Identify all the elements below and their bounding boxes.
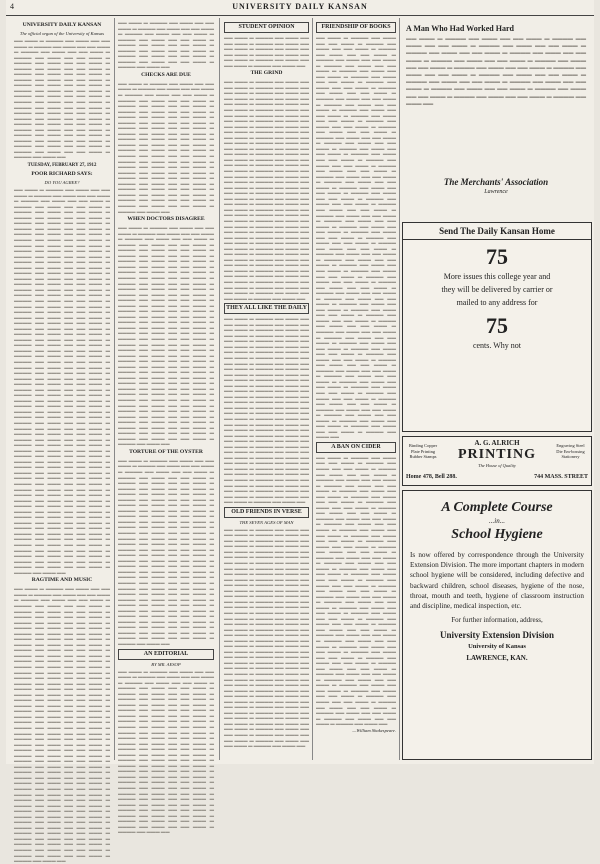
article-heading: POOR RICHARD SAYS:	[31, 171, 93, 178]
editorial-byline: BY MR. AESOP	[151, 661, 181, 667]
article-heading: A BAN ON CIDER	[316, 442, 396, 453]
article-heading: THEY ALL LIKE THE DAILY	[224, 303, 309, 314]
page-number: 4	[10, 2, 14, 11]
column-rule	[114, 18, 115, 760]
poem-signature: —William Shakespeare.	[352, 727, 396, 733]
printer-motto: The House of Quality	[478, 463, 516, 468]
masthead-title: UNIVERSITY DAILY KANSAN	[232, 2, 368, 11]
article-body: ▬▬ ▬▬▬ ▬ ▬▬▬▬ ▬▬ ▬▬▬ ▬▬ ▬▬ ▬▬▬ ▬ ▬▬▬▬ ▬▬ ▬▬▬ ▬▬ ▬▬ ▬▬▬ ▬ ▬▬▬▬ ▬▬ ▬▬▬ ▬▬ ▬▬ ▬▬▬ ▬ ▬▬▬▬ ▬▬ ▬▬▬ ▬▬ ▬▬ ▬▬▬ ▬ ▬▬▬▬ ▬▬ ▬▬▬ ▬▬ ▬▬ ▬▬▬ ▬ ▬▬▬▬ ▬▬ ▬▬▬ ▬▬ ▬▬ ▬▬▬ ▬ ▬▬▬▬ ▬▬ ▬▬▬ ▬▬ ▬▬ ▬▬▬ ▬ ▬▬▬▬ ▬▬ ▬▬▬ ▬▬ ▬▬ ▬▬▬ ▬ ▬▬▬▬ ▬▬ ▬▬▬ ▬▬ ▬▬ ▬▬▬ ▬ ▬▬▬▬ ▬▬ ▬▬▬ ▬▬ ▬▬ ▬▬▬ ▬ ▬▬▬▬ ▬▬ ▬▬▬ ▬▬ ▬▬ ▬▬▬ ▬ ▬▬▬▬ ▬▬ ▬▬▬ ▬▬ ▬▬ ▬▬▬ ▬ ▬▬▬▬ ▬▬ ▬▬▬ ▬▬ ▬▬ ▬▬▬ ▬ ▬▬▬▬ ▬▬ ▬▬▬ ▬▬ ▬▬ ▬▬▬ ▬ ▬▬▬▬ ▬▬ ▬▬▬ ▬▬ ▬▬ ▬▬▬ ▬ ▬▬▬▬ ▬▬ ▬▬▬ ▬▬ ▬▬ ▬▬▬ ▬ ▬▬▬▬ ▬▬ ▬▬▬ ▬▬ ▬▬ ▬▬▬ ▬ ▬▬▬▬ ▬▬ ▬▬▬ ▬▬ ▬▬ ▬▬▬ ▬ ▬▬▬▬ ▬▬ ▬▬▬ ▬▬ ▬▬ ▬▬▬ ▬ ▬▬▬▬ ▬▬ ▬▬▬ ▬▬ ▬▬ ▬▬▬ ▬ ▬▬▬▬ ▬▬ ▬▬▬ ▬▬ ▬▬ ▬▬▬ ▬ ▬▬▬▬ ▬▬ ▬▬▬ ▬▬ ▬▬ ▬▬▬ ▬ ▬▬▬▬ ▬▬ ▬▬▬ ▬▬ ▬▬ ▬▬▬ ▬ ▬▬▬▬ ▬▬ ▬▬▬ ▬▬ ▬▬ ▬▬▬ ▬ ▬▬▬▬ ▬▬ ▬▬▬ ▬▬ ▬▬ ▬▬▬ ▬ ▬▬▬▬ ▬▬ ▬▬▬ ▬▬ ▬▬ ▬▬▬ ▬ ▬▬▬▬ ▬▬ ▬▬▬ ▬▬ ▬▬ ▬▬▬ ▬ ▬▬▬▬ ▬▬ ▬▬▬ ▬▬ ▬▬ ▬▬▬ ▬ ▬▬▬▬ ▬▬ ▬▬▬ ▬▬ ▬▬ ▬▬▬ ▬ ▬▬▬▬ ▬▬ ▬▬▬ ▬▬ ▬▬ ▬▬▬ ▬ ▬▬▬▬ ▬▬ ▬▬▬ ▬▬ ▬▬ ▬▬▬ ▬ ▬▬▬▬ ▬▬ ▬▬▬ ▬▬ ▬▬ ▬▬▬ ▬ ▬▬▬▬ ▬▬ ▬▬▬ ▬▬ ▬▬ ▬▬▬ ▬ ▬▬▬▬ ▬▬ ▬▬▬ ▬▬ ▬▬ ▬▬▬ ▬ ▬▬▬▬ ▬▬ ▬▬▬ ▬▬ ▬▬ ▬▬▬ ▬ ▬▬▬▬ ▬▬ ▬▬▬ ▬▬ ▬▬ ▬▬▬ ▬ ▬▬▬▬ ▬▬ ▬▬▬ ▬▬ ▬▬ ▬▬▬ ▬ ▬▬▬▬ ▬▬ ▬▬▬ ▬▬ ▬▬ ▬▬▬ ▬ ▬▬▬▬ ▬▬ ▬▬▬ ▬▬ ▬▬ ▬▬▬ ▬ ▬▬▬▬ ▬▬ ▬▬▬ ▬▬	[118, 225, 214, 447]
send-kansan-headline: Send The Daily Kansan Home	[403, 223, 591, 240]
printer-address: 744 MASS. STREET	[534, 474, 588, 480]
article-body: ▬▬ ▬▬▬ ▬ ▬▬▬▬ ▬▬ ▬▬▬ ▬▬ ▬▬ ▬▬▬ ▬ ▬▬▬▬ ▬▬ ▬▬▬ ▬▬ ▬▬ ▬▬▬ ▬ ▬▬▬▬ ▬▬ ▬▬▬ ▬▬ ▬▬ ▬▬▬ ▬ ▬▬▬▬ ▬▬ ▬▬▬ ▬▬ ▬▬ ▬▬▬ ▬ ▬▬▬▬ ▬▬ ▬▬▬ ▬▬ ▬▬ ▬▬▬ ▬ ▬▬▬▬ ▬▬ ▬▬▬ ▬▬	[224, 35, 309, 68]
article-heading: CHECKS ARE DUE	[141, 71, 191, 78]
printing-ad	[402, 436, 592, 486]
cents-line: cents. Why not	[472, 341, 522, 350]
merchants-city: Lawrence	[484, 189, 508, 195]
column-rule	[399, 18, 400, 760]
course-heading: A Complete Course	[441, 500, 553, 515]
article-heading: THE GRIND	[250, 70, 283, 77]
price-75-second: 75	[486, 313, 508, 338]
printer-phone: Home 478, Bell 288.	[406, 474, 457, 480]
column-1	[14, 20, 110, 864]
ad-line: mailed to any address for	[456, 298, 538, 307]
column-rule	[312, 18, 313, 760]
article-body: ▬▬ ▬▬▬ ▬ ▬▬▬▬ ▬▬ ▬▬▬ ▬▬ ▬▬ ▬▬▬ ▬ ▬▬▬▬ ▬▬ ▬▬▬ ▬▬ ▬▬ ▬▬▬ ▬ ▬▬▬▬ ▬▬ ▬▬▬ ▬▬ ▬▬ ▬▬▬ ▬ ▬▬▬▬ ▬▬ ▬▬▬ ▬▬ ▬▬ ▬▬▬ ▬ ▬▬▬▬ ▬▬ ▬▬▬ ▬▬ ▬▬ ▬▬▬ ▬ ▬▬▬▬ ▬▬ ▬▬▬ ▬▬ ▬▬ ▬▬▬ ▬ ▬▬▬▬ ▬▬ ▬▬▬ ▬▬ ▬▬ ▬▬▬ ▬ ▬▬▬▬ ▬▬ ▬▬▬ ▬▬ ▬▬ ▬▬▬ ▬ ▬▬▬▬ ▬▬ ▬▬▬ ▬▬ ▬▬ ▬▬▬ ▬ ▬▬▬▬ ▬▬ ▬▬▬ ▬▬ ▬▬ ▬▬▬ ▬ ▬▬▬▬ ▬▬ ▬▬▬ ▬▬ ▬▬ ▬▬▬ ▬ ▬▬▬▬ ▬▬ ▬▬▬ ▬▬ ▬▬ ▬▬▬ ▬ ▬▬▬▬ ▬▬ ▬▬▬ ▬▬ ▬▬ ▬▬▬ ▬ ▬▬▬▬ ▬▬ ▬▬▬ ▬▬ ▬▬ ▬▬▬ ▬ ▬▬▬▬ ▬▬ ▬▬▬ ▬▬ ▬▬ ▬▬▬ ▬ ▬▬▬▬ ▬▬ ▬▬▬ ▬▬ ▬▬ ▬▬▬ ▬ ▬▬▬▬ ▬▬ ▬▬▬ ▬▬ ▬▬ ▬▬▬ ▬ ▬▬▬▬ ▬▬ ▬▬▬ ▬▬ ▬▬ ▬▬▬ ▬ ▬▬▬▬ ▬▬ ▬▬▬ ▬▬ ▬▬ ▬▬▬ ▬ ▬▬▬▬ ▬▬ ▬▬▬ ▬▬ ▬▬ ▬▬▬ ▬ ▬▬▬▬ ▬▬ ▬▬▬ ▬▬ ▬▬ ▬▬▬ ▬ ▬▬▬▬ ▬▬ ▬▬▬ ▬▬ ▬▬ ▬▬▬ ▬ ▬▬▬▬ ▬▬ ▬▬▬ ▬▬ ▬▬ ▬▬▬ ▬ ▬▬▬▬ ▬▬ ▬▬▬ ▬▬ ▬▬ ▬▬▬ ▬ ▬▬▬▬ ▬▬ ▬▬▬ ▬▬ ▬▬ ▬▬▬ ▬ ▬▬▬▬ ▬▬ ▬▬▬ ▬▬ ▬▬ ▬▬▬ ▬ ▬▬▬▬ ▬▬ ▬▬▬ ▬▬ ▬▬ ▬▬▬ ▬ ▬▬▬▬ ▬▬ ▬▬▬ ▬▬ ▬▬ ▬▬▬ ▬ ▬▬▬▬ ▬▬ ▬▬▬ ▬▬ ▬▬ ▬▬▬ ▬ ▬▬▬▬ ▬▬ ▬▬▬ ▬▬ ▬▬ ▬▬▬ ▬ ▬▬▬▬ ▬▬ ▬▬▬ ▬▬ ▬▬ ▬▬▬ ▬ ▬▬▬▬ ▬▬ ▬▬▬ ▬▬ ▬▬ ▬▬▬ ▬ ▬▬▬▬ ▬▬ ▬▬▬ ▬▬ ▬▬ ▬▬▬ ▬ ▬▬▬▬ ▬▬ ▬▬▬ ▬▬	[118, 457, 214, 646]
poem-title: THE SEVEN AGES OF MAN	[239, 519, 294, 525]
ad-line: they will be delivered by carrier or	[441, 285, 553, 294]
newspaper-page	[6, 0, 594, 864]
article-body: ▬▬ ▬▬▬ ▬ ▬▬▬▬ ▬▬ ▬▬▬ ▬▬ ▬▬ ▬▬▬ ▬ ▬▬▬▬ ▬▬ ▬▬▬ ▬▬ ▬▬ ▬▬▬ ▬ ▬▬▬▬ ▬▬ ▬▬▬ ▬▬ ▬▬ ▬▬▬ ▬ ▬▬▬▬ ▬▬ ▬▬▬ ▬▬ ▬▬ ▬▬▬ ▬ ▬▬▬▬ ▬▬ ▬▬▬ ▬▬ ▬▬ ▬▬▬ ▬ ▬▬▬▬ ▬▬ ▬▬▬ ▬▬ ▬▬ ▬▬▬ ▬ ▬▬▬▬ ▬▬ ▬▬▬ ▬▬ ▬▬ ▬▬▬ ▬ ▬▬▬▬ ▬▬ ▬▬▬ ▬▬ ▬▬ ▬▬▬ ▬ ▬▬▬▬ ▬▬ ▬▬▬ ▬▬ ▬▬ ▬▬▬ ▬ ▬▬▬▬ ▬▬ ▬▬▬ ▬▬ ▬▬ ▬▬▬ ▬ ▬▬▬▬ ▬▬ ▬▬▬ ▬▬ ▬▬ ▬▬▬ ▬ ▬▬▬▬ ▬▬ ▬▬▬ ▬▬ ▬▬ ▬▬▬ ▬ ▬▬▬▬ ▬▬ ▬▬▬ ▬▬ ▬▬ ▬▬▬ ▬ ▬▬▬▬ ▬▬ ▬▬▬ ▬▬ ▬▬ ▬▬▬ ▬ ▬▬▬▬ ▬▬ ▬▬▬ ▬▬ ▬▬ ▬▬▬ ▬ ▬▬▬▬ ▬▬ ▬▬▬ ▬▬ ▬▬ ▬▬▬ ▬ ▬▬▬▬ ▬▬ ▬▬▬ ▬▬ ▬▬ ▬▬▬ ▬ ▬▬▬▬ ▬▬ ▬▬▬ ▬▬ ▬▬ ▬▬▬ ▬ ▬▬▬▬ ▬▬ ▬▬▬ ▬▬ ▬▬ ▬▬▬ ▬ ▬▬▬▬ ▬▬ ▬▬▬ ▬▬ ▬▬ ▬▬▬ ▬ ▬▬▬▬ ▬▬ ▬▬▬ ▬▬ ▬▬ ▬▬▬ ▬ ▬▬▬▬ ▬▬ ▬▬▬ ▬▬ ▬▬ ▬▬▬ ▬ ▬▬▬▬ ▬▬ ▬▬▬ ▬▬ ▬▬ ▬▬▬ ▬ ▬▬▬▬ ▬▬ ▬▬▬ ▬▬ ▬▬ ▬▬▬ ▬ ▬▬▬▬ ▬▬ ▬▬▬ ▬▬ ▬▬ ▬▬▬ ▬ ▬▬▬▬ ▬▬ ▬▬▬ ▬▬ ▬▬ ▬▬▬ ▬ ▬▬▬▬ ▬▬ ▬▬▬ ▬▬ ▬▬ ▬▬▬ ▬ ▬▬▬▬ ▬▬ ▬▬▬ ▬▬ ▬▬ ▬▬▬ ▬ ▬▬▬▬ ▬▬ ▬▬▬ ▬▬ ▬▬ ▬▬▬ ▬ ▬▬▬▬ ▬▬ ▬▬▬ ▬▬	[118, 668, 214, 835]
section-header: STUDENT OPINION	[224, 22, 309, 33]
city-name: LAWRENCE, KAN.	[466, 654, 528, 663]
printing-services-right: Engraving Steel Die Em-bossing Stationery	[556, 443, 585, 459]
story-body: ▬▬ ▬▬▬ ▬ ▬▬▬▬ ▬▬ ▬▬▬ ▬▬ ▬▬ ▬▬▬ ▬ ▬▬▬▬ ▬▬ ▬▬▬ ▬▬ ▬▬ ▬▬▬ ▬ ▬▬▬▬ ▬▬ ▬▬▬ ▬▬ ▬▬ ▬▬▬ ▬ ▬▬▬▬ ▬▬ ▬▬▬ ▬▬ ▬▬ ▬▬▬ ▬ ▬▬▬▬ ▬▬ ▬▬▬ ▬▬ ▬▬ ▬▬▬ ▬ ▬▬▬▬ ▬▬ ▬▬▬ ▬▬ ▬▬ ▬▬▬ ▬ ▬▬▬▬ ▬▬ ▬▬▬ ▬▬ ▬▬ ▬▬▬ ▬ ▬▬▬▬ ▬▬ ▬▬▬ ▬▬ ▬▬ ▬▬▬ ▬ ▬▬▬▬ ▬▬ ▬▬▬ ▬▬ ▬▬ ▬▬▬ ▬ ▬▬▬▬ ▬▬ ▬▬▬ ▬▬ ▬▬ ▬▬▬ ▬ ▬▬▬▬ ▬▬ ▬▬▬ ▬▬ ▬▬ ▬▬▬ ▬ ▬▬▬▬ ▬▬ ▬▬▬ ▬▬ ▬▬ ▬▬▬ ▬ ▬▬▬▬ ▬▬ ▬▬▬ ▬▬ ▬▬ ▬▬▬ ▬ ▬▬▬▬ ▬▬ ▬▬▬ ▬▬ ▬▬ ▬▬▬ ▬ ▬▬▬▬ ▬▬ ▬▬▬ ▬▬ ▬▬ ▬▬▬ ▬ ▬▬▬▬ ▬▬ ▬▬▬ ▬▬	[406, 36, 586, 107]
course-description: Is now offered by correspondence through the University Extension Division. The more important chapters in modern school hygiene will be considered, including defective and backward children, school diseases, hygiene of the nose, throat, mouth and teeth, hygiene of classroom instruction and discipline, medical inspection, etc.	[410, 551, 584, 611]
paper-subtitle: The official organ of the University of Kansas	[19, 31, 105, 36]
column-rule	[219, 18, 220, 760]
date-line: TUESDAY, FEBRUARY 27, 1912	[27, 163, 97, 169]
course-info: For further information, address,	[451, 616, 543, 625]
poem-body: ▬▬ ▬▬▬ ▬ ▬▬▬▬ ▬▬ ▬▬▬ ▬▬ ▬▬ ▬▬▬ ▬ ▬▬▬▬ ▬▬ ▬▬▬ ▬▬ ▬▬ ▬▬▬ ▬ ▬▬▬▬ ▬▬ ▬▬▬ ▬▬ ▬▬ ▬▬▬ ▬ ▬▬▬▬ ▬▬ ▬▬▬ ▬▬ ▬▬ ▬▬▬ ▬ ▬▬▬▬ ▬▬ ▬▬▬ ▬▬ ▬▬ ▬▬▬ ▬ ▬▬▬▬ ▬▬ ▬▬▬ ▬▬ ▬▬ ▬▬▬ ▬ ▬▬▬▬ ▬▬ ▬▬▬ ▬▬ ▬▬ ▬▬▬ ▬ ▬▬▬▬ ▬▬ ▬▬▬ ▬▬ ▬▬ ▬▬▬ ▬ ▬▬▬▬ ▬▬ ▬▬▬ ▬▬ ▬▬ ▬▬▬ ▬ ▬▬▬▬ ▬▬ ▬▬▬ ▬▬ ▬▬ ▬▬▬ ▬ ▬▬▬▬ ▬▬ ▬▬▬ ▬▬ ▬▬ ▬▬▬ ▬ ▬▬▬▬ ▬▬ ▬▬▬ ▬▬ ▬▬ ▬▬▬ ▬ ▬▬▬▬ ▬▬ ▬▬▬ ▬▬ ▬▬ ▬▬▬ ▬ ▬▬▬▬ ▬▬ ▬▬▬ ▬▬ ▬▬ ▬▬▬ ▬ ▬▬▬▬ ▬▬ ▬▬▬ ▬▬ ▬▬ ▬▬▬ ▬ ▬▬▬▬ ▬▬ ▬▬▬ ▬▬ ▬▬ ▬▬▬ ▬ ▬▬▬▬ ▬▬ ▬▬▬ ▬▬ ▬▬ ▬▬▬ ▬ ▬▬▬▬ ▬▬ ▬▬▬ ▬▬ ▬▬ ▬▬▬ ▬ ▬▬▬▬ ▬▬ ▬▬▬ ▬▬ ▬▬ ▬▬▬ ▬ ▬▬▬▬ ▬▬ ▬▬▬ ▬▬ ▬▬ ▬▬▬ ▬ ▬▬▬▬ ▬▬ ▬▬▬ ▬▬ ▬▬ ▬▬▬ ▬ ▬▬▬▬ ▬▬ ▬▬▬ ▬▬ ▬▬ ▬▬▬ ▬ ▬▬▬▬ ▬▬ ▬▬▬ ▬▬ ▬▬ ▬▬▬ ▬ ▬▬▬▬ ▬▬ ▬▬▬ ▬▬ ▬▬ ▬▬▬ ▬ ▬▬▬▬ ▬▬ ▬▬▬ ▬▬ ▬▬ ▬▬▬ ▬ ▬▬▬▬ ▬▬ ▬▬▬ ▬▬ ▬▬ ▬▬▬ ▬ ▬▬▬▬ ▬▬ ▬▬▬ ▬▬ ▬▬ ▬▬▬ ▬ ▬▬▬▬ ▬▬ ▬▬▬ ▬▬ ▬▬ ▬▬▬ ▬ ▬▬▬▬ ▬▬ ▬▬▬ ▬▬ ▬▬ ▬▬▬ ▬ ▬▬▬▬ ▬▬ ▬▬▬ ▬▬ ▬▬ ▬▬▬ ▬ ▬▬▬▬ ▬▬ ▬▬▬ ▬▬ ▬▬ ▬▬▬ ▬ ▬▬▬▬ ▬▬ ▬▬▬ ▬▬ ▬▬ ▬▬▬ ▬ ▬▬▬▬ ▬▬ ▬▬▬ ▬▬ ▬▬ ▬▬▬ ▬ ▬▬▬▬ ▬▬ ▬▬▬ ▬▬ ▬▬ ▬▬▬ ▬ ▬▬▬▬ ▬▬ ▬▬▬ ▬▬ ▬▬ ▬▬▬ ▬ ▬▬▬▬ ▬▬ ▬▬▬ ▬▬ ▬▬ ▬▬▬ ▬ ▬▬▬▬ ▬▬ ▬▬▬ ▬▬ ▬▬ ▬▬▬ ▬ ▬▬▬▬ ▬▬ ▬▬▬ ▬▬ ▬▬ ▬▬▬ ▬ ▬▬▬▬ ▬▬ ▬▬▬ ▬▬ ▬▬ ▬▬▬ ▬ ▬▬▬▬ ▬▬ ▬▬▬ ▬▬	[224, 526, 309, 749]
article-heading: WHEN DOCTORS DISAGREE	[127, 216, 205, 223]
article-body: ▬▬ ▬▬▬ ▬ ▬▬▬▬ ▬▬ ▬▬▬ ▬▬ ▬▬ ▬▬▬ ▬ ▬▬▬▬ ▬▬ ▬▬▬ ▬▬ ▬▬ ▬▬▬ ▬ ▬▬▬▬ ▬▬ ▬▬▬ ▬▬ ▬▬ ▬▬▬ ▬ ▬▬▬▬ ▬▬ ▬▬▬ ▬▬ ▬▬ ▬▬▬ ▬ ▬▬▬▬ ▬▬ ▬▬▬ ▬▬ ▬▬ ▬▬▬ ▬ ▬▬▬▬ ▬▬ ▬▬▬ ▬▬ ▬▬ ▬▬▬ ▬ ▬▬▬▬ ▬▬ ▬▬▬ ▬▬ ▬▬ ▬▬▬ ▬ ▬▬▬▬ ▬▬ ▬▬▬ ▬▬ ▬▬ ▬▬▬ ▬ ▬▬▬▬ ▬▬ ▬▬▬ ▬▬ ▬▬ ▬▬▬ ▬ ▬▬▬▬ ▬▬ ▬▬▬ ▬▬ ▬▬ ▬▬▬ ▬ ▬▬▬▬ ▬▬ ▬▬▬ ▬▬ ▬▬ ▬▬▬ ▬ ▬▬▬▬ ▬▬ ▬▬▬ ▬▬ ▬▬ ▬▬▬ ▬ ▬▬▬▬ ▬▬ ▬▬▬ ▬▬ ▬▬ ▬▬▬ ▬ ▬▬▬▬ ▬▬ ▬▬▬ ▬▬ ▬▬ ▬▬▬ ▬ ▬▬▬▬ ▬▬ ▬▬▬ ▬▬ ▬▬ ▬▬▬ ▬ ▬▬▬▬ ▬▬ ▬▬▬ ▬▬ ▬▬ ▬▬▬ ▬ ▬▬▬▬ ▬▬ ▬▬▬ ▬▬ ▬▬ ▬▬▬ ▬ ▬▬▬▬ ▬▬ ▬▬▬ ▬▬ ▬▬ ▬▬▬ ▬ ▬▬▬▬ ▬▬ ▬▬▬ ▬▬ ▬▬ ▬▬▬ ▬ ▬▬▬▬ ▬▬ ▬▬▬ ▬▬ ▬▬ ▬▬▬ ▬ ▬▬▬▬ ▬▬ ▬▬▬ ▬▬ ▬▬ ▬▬▬ ▬ ▬▬▬▬ ▬▬ ▬▬▬ ▬▬ ▬▬ ▬▬▬ ▬ ▬▬▬▬ ▬▬ ▬▬▬ ▬▬ ▬▬ ▬▬▬ ▬ ▬▬▬▬ ▬▬ ▬▬▬ ▬▬ ▬▬ ▬▬▬ ▬ ▬▬▬▬ ▬▬ ▬▬▬ ▬▬ ▬▬ ▬▬▬ ▬ ▬▬▬▬ ▬▬ ▬▬▬ ▬▬ ▬▬ ▬▬▬ ▬ ▬▬▬▬ ▬▬ ▬▬▬ ▬▬ ▬▬ ▬▬▬ ▬ ▬▬▬▬ ▬▬ ▬▬▬ ▬▬ ▬▬ ▬▬▬ ▬ ▬▬▬▬ ▬▬ ▬▬▬ ▬▬ ▬▬ ▬▬▬ ▬ ▬▬▬▬ ▬▬ ▬▬▬ ▬▬ ▬▬ ▬▬▬ ▬ ▬▬▬▬ ▬▬ ▬▬▬ ▬▬ ▬▬ ▬▬▬ ▬ ▬▬▬▬ ▬▬ ▬▬▬ ▬▬ ▬▬ ▬▬▬ ▬ ▬▬▬▬ ▬▬ ▬▬▬ ▬▬ ▬▬ ▬▬▬ ▬ ▬▬▬▬ ▬▬ ▬▬▬ ▬▬ ▬▬ ▬▬▬ ▬ ▬▬▬▬ ▬▬ ▬▬▬ ▬▬ ▬▬ ▬▬▬ ▬ ▬▬▬▬ ▬▬ ▬▬▬ ▬▬ ▬▬ ▬▬▬ ▬ ▬▬▬▬ ▬▬ ▬▬▬ ▬▬ ▬▬ ▬▬▬ ▬ ▬▬▬▬ ▬▬ ▬▬▬ ▬▬ ▬▬ ▬▬▬ ▬ ▬▬▬▬ ▬▬ ▬▬▬ ▬▬ ▬▬ ▬▬▬ ▬ ▬▬▬▬ ▬▬ ▬▬▬ ▬▬ ▬▬ ▬▬▬ ▬ ▬▬▬▬ ▬▬ ▬▬▬ ▬▬ ▬▬ ▬▬▬ ▬ ▬▬▬▬ ▬▬ ▬▬▬ ▬▬ ▬▬ ▬▬▬ ▬ ▬▬▬▬ ▬▬ ▬▬▬ ▬▬ ▬▬ ▬▬▬ ▬ ▬▬▬▬ ▬▬ ▬▬▬ ▬▬ ▬▬ ▬▬▬ ▬ ▬▬▬▬ ▬▬ ▬▬▬ ▬▬ ▬▬ ▬▬▬ ▬ ▬▬▬▬ ▬▬ ▬▬▬ ▬▬ ▬▬ ▬▬▬ ▬ ▬▬▬▬ ▬▬ ▬▬▬ ▬▬ ▬▬ ▬▬▬ ▬ ▬▬▬▬ ▬▬ ▬▬▬ ▬▬ ▬▬ ▬▬▬ ▬ ▬▬▬▬ ▬▬ ▬▬▬ ▬▬ ▬▬ ▬▬▬ ▬ ▬▬▬▬ ▬▬ ▬▬▬ ▬▬ ▬▬ ▬▬▬ ▬ ▬▬▬▬ ▬▬ ▬▬▬ ▬▬ ▬▬ ▬▬▬ ▬ ▬▬▬▬ ▬▬ ▬▬▬ ▬▬ ▬▬ ▬▬▬ ▬ ▬▬▬▬ ▬▬ ▬▬▬ ▬▬ ▬▬ ▬▬▬ ▬ ▬▬▬▬ ▬▬ ▬▬▬ ▬▬ ▬▬ ▬▬▬ ▬ ▬▬▬▬ ▬▬ ▬▬▬ ▬▬ ▬▬ ▬▬▬ ▬ ▬▬▬▬ ▬▬ ▬▬▬ ▬▬ ▬▬ ▬▬▬ ▬ ▬▬▬▬ ▬▬ ▬▬▬ ▬▬ ▬▬ ▬▬▬ ▬ ▬▬▬▬ ▬▬ ▬▬▬ ▬▬ ▬▬ ▬▬▬ ▬ ▬▬▬▬ ▬▬ ▬▬▬ ▬▬ ▬▬ ▬▬▬ ▬ ▬▬▬▬ ▬▬ ▬▬▬ ▬▬ ▬▬ ▬▬▬ ▬ ▬▬▬▬ ▬▬ ▬▬▬ ▬▬ ▬▬ ▬▬▬ ▬ ▬▬▬▬ ▬▬ ▬▬▬ ▬▬ ▬▬ ▬▬▬ ▬ ▬▬▬▬ ▬▬ ▬▬▬ ▬▬ ▬▬ ▬▬▬ ▬ ▬▬▬▬ ▬▬ ▬▬▬ ▬▬ ▬▬ ▬▬▬ ▬ ▬▬▬▬ ▬▬ ▬▬▬ ▬▬ ▬▬ ▬▬▬ ▬ ▬▬▬▬ ▬▬ ▬▬▬ ▬▬ ▬▬ ▬▬▬ ▬ ▬▬▬▬ ▬▬ ▬▬▬ ▬▬ ▬▬ ▬▬▬ ▬ ▬▬▬▬ ▬▬ ▬▬▬ ▬▬ ▬▬ ▬▬▬ ▬ ▬▬▬▬ ▬▬ ▬▬▬ ▬▬ ▬▬ ▬▬▬ ▬ ▬▬▬▬ ▬▬ ▬▬▬ ▬▬	[14, 187, 110, 575]
article-heading: TORTURE OF THE OYSTER	[129, 448, 203, 455]
editorial-heading: AN EDITORIAL	[118, 649, 214, 660]
printing-services-left: Binding Copper Plate Printing Rubber Stamps	[408, 443, 438, 459]
university-name: University of Kansas	[468, 643, 526, 651]
printer-name: A. G. ALRICH	[474, 439, 520, 447]
course-subject: School Hygiene	[451, 527, 543, 542]
article-body: ▬▬ ▬▬▬ ▬ ▬▬▬▬ ▬▬ ▬▬▬ ▬▬ ▬▬ ▬▬▬ ▬ ▬▬▬▬ ▬▬ ▬▬▬ ▬▬ ▬▬ ▬▬▬ ▬ ▬▬▬▬ ▬▬ ▬▬▬ ▬▬ ▬▬ ▬▬▬ ▬ ▬▬▬▬ ▬▬ ▬▬▬ ▬▬ ▬▬ ▬▬▬ ▬ ▬▬▬▬ ▬▬ ▬▬▬ ▬▬ ▬▬ ▬▬▬ ▬ ▬▬▬▬ ▬▬ ▬▬▬ ▬▬ ▬▬ ▬▬▬ ▬ ▬▬▬▬ ▬▬ ▬▬▬ ▬▬ ▬▬ ▬▬▬ ▬ ▬▬▬▬ ▬▬ ▬▬▬ ▬▬ ▬▬ ▬▬▬ ▬ ▬▬▬▬ ▬▬ ▬▬▬ ▬▬ ▬▬ ▬▬▬ ▬ ▬▬▬▬ ▬▬ ▬▬▬ ▬▬ ▬▬ ▬▬▬ ▬ ▬▬▬▬ ▬▬ ▬▬▬ ▬▬ ▬▬ ▬▬▬ ▬ ▬▬▬▬ ▬▬ ▬▬▬ ▬▬ ▬▬ ▬▬▬ ▬ ▬▬▬▬ ▬▬ ▬▬▬ ▬▬ ▬▬ ▬▬▬ ▬ ▬▬▬▬ ▬▬ ▬▬▬ ▬▬ ▬▬ ▬▬▬ ▬ ▬▬▬▬ ▬▬ ▬▬▬ ▬▬ ▬▬ ▬▬▬ ▬ ▬▬▬▬ ▬▬ ▬▬▬ ▬▬ ▬▬ ▬▬▬ ▬ ▬▬▬▬ ▬▬ ▬▬▬ ▬▬ ▬▬ ▬▬▬ ▬ ▬▬▬▬ ▬▬ ▬▬▬ ▬▬ ▬▬ ▬▬▬ ▬ ▬▬▬▬ ▬▬ ▬▬▬ ▬▬ ▬▬ ▬▬▬ ▬ ▬▬▬▬ ▬▬ ▬▬▬ ▬▬ ▬▬ ▬▬▬ ▬ ▬▬▬▬ ▬▬ ▬▬▬ ▬▬ ▬▬ ▬▬▬ ▬ ▬▬▬▬ ▬▬ ▬▬▬ ▬▬ ▬▬ ▬▬▬ ▬ ▬▬▬▬ ▬▬ ▬▬▬ ▬▬ ▬▬ ▬▬▬ ▬ ▬▬▬▬ ▬▬ ▬▬▬ ▬▬ ▬▬ ▬▬▬ ▬ ▬▬▬▬ ▬▬ ▬▬▬ ▬▬ ▬▬ ▬▬▬ ▬ ▬▬▬▬ ▬▬ ▬▬▬ ▬▬ ▬▬ ▬▬▬ ▬ ▬▬▬▬ ▬▬ ▬▬▬ ▬▬ ▬▬ ▬▬▬ ▬ ▬▬▬▬ ▬▬ ▬▬▬ ▬▬ ▬▬ ▬▬▬ ▬ ▬▬▬▬ ▬▬ ▬▬▬ ▬▬ ▬▬ ▬▬▬ ▬ ▬▬▬▬ ▬▬ ▬▬▬ ▬▬ ▬▬ ▬▬▬ ▬ ▬▬▬▬ ▬▬ ▬▬▬ ▬▬ ▬▬ ▬▬▬ ▬ ▬▬▬▬ ▬▬ ▬▬▬ ▬▬ ▬▬ ▬▬▬ ▬ ▬▬▬▬ ▬▬ ▬▬▬ ▬▬ ▬▬ ▬▬▬ ▬ ▬▬▬▬ ▬▬ ▬▬▬ ▬▬	[224, 316, 309, 505]
column-3	[224, 20, 309, 758]
school-hygiene-ad	[402, 490, 592, 760]
merchants-notice	[402, 176, 590, 220]
price-75: 75	[486, 244, 508, 269]
ad-line: More issues this college year and	[443, 272, 551, 281]
staff-list: ▬▬ ▬▬▬ ▬ ▬▬▬▬ ▬▬ ▬▬▬ ▬▬ ▬▬ ▬▬▬ ▬ ▬▬▬▬ ▬▬ ▬▬▬ ▬▬ ▬▬ ▬▬▬ ▬ ▬▬▬▬ ▬▬ ▬▬▬ ▬▬ ▬▬ ▬▬▬ ▬ ▬▬▬▬ ▬▬ ▬▬▬ ▬▬ ▬▬ ▬▬▬ ▬ ▬▬▬▬ ▬▬ ▬▬▬ ▬▬ ▬▬ ▬▬▬ ▬ ▬▬▬▬ ▬▬ ▬▬▬ ▬▬ ▬▬ ▬▬▬ ▬ ▬▬▬▬ ▬▬ ▬▬▬ ▬▬ ▬▬ ▬▬▬ ▬ ▬▬▬▬ ▬▬ ▬▬▬ ▬▬ ▬▬ ▬▬▬ ▬ ▬▬▬▬ ▬▬ ▬▬▬ ▬▬ ▬▬ ▬▬▬ ▬ ▬▬▬▬ ▬▬ ▬▬▬ ▬▬ ▬▬ ▬▬▬ ▬ ▬▬▬▬ ▬▬ ▬▬▬ ▬▬ ▬▬ ▬▬▬ ▬ ▬▬▬▬ ▬▬ ▬▬▬ ▬▬ ▬▬ ▬▬▬ ▬ ▬▬▬▬ ▬▬ ▬▬▬ ▬▬ ▬▬ ▬▬▬ ▬ ▬▬▬▬ ▬▬ ▬▬▬ ▬▬ ▬▬ ▬▬▬ ▬ ▬▬▬▬ ▬▬ ▬▬▬ ▬▬ ▬▬ ▬▬▬ ▬ ▬▬▬▬ ▬▬ ▬▬▬ ▬▬ ▬▬ ▬▬▬ ▬ ▬▬▬▬ ▬▬ ▬▬▬ ▬▬ ▬▬ ▬▬▬ ▬ ▬▬▬▬ ▬▬ ▬▬▬ ▬▬ ▬▬ ▬▬▬ ▬ ▬▬▬▬ ▬▬ ▬▬▬ ▬▬ ▬▬ ▬▬▬ ▬ ▬▬▬▬ ▬▬ ▬▬▬ ▬▬ ▬▬ ▬▬▬ ▬ ▬▬▬▬ ▬▬ ▬▬▬ ▬▬ ▬▬ ▬▬▬ ▬ ▬▬▬▬ ▬▬ ▬▬▬ ▬▬	[14, 38, 110, 160]
article-subheading: DO YOU AGREE?	[44, 180, 80, 186]
article-body: ▬▬ ▬▬▬ ▬ ▬▬▬▬ ▬▬ ▬▬▬ ▬▬ ▬▬ ▬▬▬ ▬ ▬▬▬▬ ▬▬ ▬▬▬ ▬▬ ▬▬ ▬▬▬ ▬ ▬▬▬▬ ▬▬ ▬▬▬ ▬▬ ▬▬ ▬▬▬ ▬ ▬▬▬▬ ▬▬ ▬▬▬ ▬▬ ▬▬ ▬▬▬ ▬ ▬▬▬▬ ▬▬ ▬▬▬ ▬▬ ▬▬ ▬▬▬ ▬ ▬▬▬▬ ▬▬ ▬▬▬ ▬▬ ▬▬ ▬▬▬ ▬ ▬▬▬▬ ▬▬ ▬▬▬ ▬▬ ▬▬ ▬▬▬ ▬ ▬▬▬▬ ▬▬ ▬▬▬ ▬▬ ▬▬ ▬▬▬ ▬ ▬▬▬▬ ▬▬ ▬▬▬ ▬▬ ▬▬ ▬▬▬ ▬ ▬▬▬▬ ▬▬ ▬▬▬ ▬▬ ▬▬ ▬▬▬ ▬ ▬▬▬▬ ▬▬ ▬▬▬ ▬▬ ▬▬ ▬▬▬ ▬ ▬▬▬▬ ▬▬ ▬▬▬ ▬▬ ▬▬ ▬▬▬ ▬ ▬▬▬▬ ▬▬ ▬▬▬ ▬▬ ▬▬ ▬▬▬ ▬ ▬▬▬▬ ▬▬ ▬▬▬ ▬▬ ▬▬ ▬▬▬ ▬ ▬▬▬▬ ▬▬ ▬▬▬ ▬▬ ▬▬ ▬▬▬ ▬ ▬▬▬▬ ▬▬ ▬▬▬ ▬▬ ▬▬ ▬▬▬ ▬ ▬▬▬▬ ▬▬ ▬▬▬ ▬▬ ▬▬ ▬▬▬ ▬ ▬▬▬▬ ▬▬ ▬▬▬ ▬▬ ▬▬ ▬▬▬ ▬ ▬▬▬▬ ▬▬ ▬▬▬ ▬▬ ▬▬ ▬▬▬ ▬ ▬▬▬▬ ▬▬ ▬▬▬ ▬▬ ▬▬ ▬▬▬ ▬ ▬▬▬▬ ▬▬ ▬▬▬ ▬▬ ▬▬ ▬▬▬ ▬ ▬▬▬▬ ▬▬ ▬▬▬ ▬▬ ▬▬ ▬▬▬ ▬ ▬▬▬▬ ▬▬ ▬▬▬ ▬▬ ▬▬ ▬▬▬ ▬ ▬▬▬▬ ▬▬ ▬▬▬ ▬▬ ▬▬ ▬▬▬ ▬ ▬▬▬▬ ▬▬ ▬▬▬ ▬▬ ▬▬ ▬▬▬ ▬ ▬▬▬▬ ▬▬ ▬▬▬ ▬▬ ▬▬ ▬▬▬ ▬ ▬▬▬▬ ▬▬ ▬▬▬ ▬▬ ▬▬ ▬▬▬ ▬ ▬▬▬▬ ▬▬ ▬▬▬ ▬▬ ▬▬ ▬▬▬ ▬ ▬▬▬▬ ▬▬ ▬▬▬ ▬▬ ▬▬ ▬▬▬ ▬ ▬▬▬▬ ▬▬ ▬▬▬ ▬▬ ▬▬ ▬▬▬ ▬ ▬▬▬▬ ▬▬ ▬▬▬ ▬▬ ▬▬ ▬▬▬ ▬ ▬▬▬▬ ▬▬ ▬▬▬ ▬▬ ▬▬ ▬▬▬ ▬ ▬▬▬▬ ▬▬ ▬▬▬ ▬▬ ▬▬ ▬▬▬ ▬ ▬▬▬▬ ▬▬ ▬▬▬ ▬▬ ▬▬ ▬▬▬ ▬ ▬▬▬▬ ▬▬ ▬▬▬ ▬▬ ▬▬ ▬▬▬ ▬ ▬▬▬▬ ▬▬ ▬▬▬ ▬▬ ▬▬ ▬▬▬ ▬ ▬▬▬▬ ▬▬ ▬▬▬ ▬▬ ▬▬ ▬▬▬ ▬ ▬▬▬▬ ▬▬ ▬▬▬ ▬▬ ▬▬ ▬▬▬ ▬ ▬▬▬▬ ▬▬ ▬▬▬ ▬▬ ▬▬ ▬▬▬ ▬ ▬▬▬▬ ▬▬ ▬▬▬ ▬▬ ▬▬ ▬▬▬ ▬ ▬▬▬▬ ▬▬ ▬▬▬ ▬▬ ▬▬ ▬▬▬ ▬ ▬▬▬▬ ▬▬ ▬▬▬ ▬▬ ▬▬ ▬▬▬ ▬ ▬▬▬▬ ▬▬ ▬▬▬ ▬▬ ▬▬ ▬▬▬ ▬ ▬▬▬▬ ▬▬ ▬▬▬ ▬▬ ▬▬ ▬▬▬ ▬ ▬▬▬▬ ▬▬ ▬▬▬ ▬▬ ▬▬ ▬▬▬ ▬ ▬▬▬▬ ▬▬ ▬▬▬ ▬▬ ▬▬ ▬▬▬ ▬ ▬▬▬▬ ▬▬ ▬▬▬ ▬▬ ▬▬ ▬▬▬ ▬ ▬▬▬▬ ▬▬ ▬▬▬ ▬▬ ▬▬ ▬▬▬ ▬ ▬▬▬▬ ▬▬ ▬▬▬ ▬▬ ▬▬ ▬▬▬ ▬ ▬▬▬▬ ▬▬ ▬▬▬ ▬▬	[14, 586, 110, 864]
paper-name: UNIVERSITY DAILY KANSAN	[22, 22, 102, 28]
article-body: ▬▬ ▬▬▬ ▬ ▬▬▬▬ ▬▬ ▬▬▬ ▬▬ ▬▬ ▬▬▬ ▬ ▬▬▬▬ ▬▬ ▬▬▬ ▬▬ ▬▬ ▬▬▬ ▬ ▬▬▬▬ ▬▬ ▬▬▬ ▬▬ ▬▬ ▬▬▬ ▬ ▬▬▬▬ ▬▬ ▬▬▬ ▬▬ ▬▬ ▬▬▬ ▬ ▬▬▬▬ ▬▬ ▬▬▬ ▬▬ ▬▬ ▬▬▬ ▬ ▬▬▬▬ ▬▬ ▬▬▬ ▬▬ ▬▬ ▬▬▬ ▬ ▬▬▬▬ ▬▬ ▬▬▬ ▬▬ ▬▬ ▬▬▬ ▬ ▬▬▬▬ ▬▬ ▬▬▬ ▬▬ ▬▬ ▬▬▬ ▬ ▬▬▬▬ ▬▬ ▬▬▬ ▬▬ ▬▬ ▬▬▬ ▬ ▬▬▬▬ ▬▬ ▬▬▬ ▬▬ ▬▬ ▬▬▬ ▬ ▬▬▬▬ ▬▬ ▬▬▬ ▬▬ ▬▬ ▬▬▬ ▬ ▬▬▬▬ ▬▬ ▬▬▬ ▬▬ ▬▬ ▬▬▬ ▬ ▬▬▬▬ ▬▬ ▬▬▬ ▬▬ ▬▬ ▬▬▬ ▬ ▬▬▬▬ ▬▬ ▬▬▬ ▬▬ ▬▬ ▬▬▬ ▬ ▬▬▬▬ ▬▬ ▬▬▬ ▬▬ ▬▬ ▬▬▬ ▬ ▬▬▬▬ ▬▬ ▬▬▬ ▬▬ ▬▬ ▬▬▬ ▬ ▬▬▬▬ ▬▬ ▬▬▬ ▬▬ ▬▬ ▬▬▬ ▬ ▬▬▬▬ ▬▬ ▬▬▬ ▬▬ ▬▬ ▬▬▬ ▬ ▬▬▬▬ ▬▬ ▬▬▬ ▬▬ ▬▬ ▬▬▬ ▬ ▬▬▬▬ ▬▬ ▬▬▬ ▬▬ ▬▬ ▬▬▬ ▬ ▬▬▬▬ ▬▬ ▬▬▬ ▬▬ ▬▬ ▬▬▬ ▬ ▬▬▬▬ ▬▬ ▬▬▬ ▬▬ ▬▬ ▬▬▬ ▬ ▬▬▬▬ ▬▬ ▬▬▬ ▬▬ ▬▬ ▬▬▬ ▬ ▬▬▬▬ ▬▬ ▬▬▬ ▬▬ ▬▬ ▬▬▬ ▬ ▬▬▬▬ ▬▬ ▬▬▬ ▬▬ ▬▬ ▬▬▬ ▬ ▬▬▬▬ ▬▬ ▬▬▬ ▬▬ ▬▬ ▬▬▬ ▬ ▬▬▬▬ ▬▬ ▬▬▬ ▬▬ ▬▬ ▬▬▬ ▬ ▬▬▬▬ ▬▬ ▬▬▬ ▬▬ ▬▬ ▬▬▬ ▬ ▬▬▬▬ ▬▬ ▬▬▬ ▬▬ ▬▬ ▬▬▬ ▬ ▬▬▬▬ ▬▬ ▬▬▬ ▬▬ ▬▬ ▬▬▬ ▬ ▬▬▬▬ ▬▬ ▬▬▬ ▬▬ ▬▬ ▬▬▬ ▬ ▬▬▬▬ ▬▬ ▬▬▬ ▬▬ ▬▬ ▬▬▬ ▬ ▬▬▬▬ ▬▬ ▬▬▬ ▬▬ ▬▬ ▬▬▬ ▬ ▬▬▬▬ ▬▬ ▬▬▬ ▬▬ ▬▬ ▬▬▬ ▬ ▬▬▬▬ ▬▬ ▬▬▬ ▬▬ ▬▬ ▬▬▬ ▬ ▬▬▬▬ ▬▬ ▬▬▬ ▬▬ ▬▬ ▬▬▬ ▬ ▬▬▬▬ ▬▬ ▬▬▬ ▬▬ ▬▬ ▬▬▬ ▬ ▬▬▬▬ ▬▬ ▬▬▬ ▬▬ ▬▬ ▬▬▬ ▬ ▬▬▬▬ ▬▬ ▬▬▬ ▬▬ ▬▬ ▬▬▬ ▬ ▬▬▬▬ ▬▬ ▬▬▬ ▬▬ ▬▬ ▬▬▬ ▬ ▬▬▬▬ ▬▬ ▬▬▬ ▬▬ ▬▬ ▬▬▬ ▬ ▬▬▬▬ ▬▬ ▬▬▬ ▬▬	[316, 454, 396, 727]
article-heading: RAGTIME AND MUSIC	[31, 577, 93, 584]
section-header: FRIENDSHIP OF BOOKS	[316, 22, 396, 33]
article-heading: OLD FRIENDS IN VERSE	[224, 507, 309, 518]
column-4	[316, 20, 396, 758]
column-2	[118, 20, 214, 835]
send-kansan-ad	[402, 222, 592, 432]
masthead-rule	[6, 15, 594, 16]
article-body: ▬▬ ▬▬▬ ▬ ▬▬▬▬ ▬▬ ▬▬▬ ▬▬ ▬▬ ▬▬▬ ▬ ▬▬▬▬ ▬▬ ▬▬▬ ▬▬ ▬▬ ▬▬▬ ▬ ▬▬▬▬ ▬▬ ▬▬▬ ▬▬ ▬▬ ▬▬▬ ▬ ▬▬▬▬ ▬▬ ▬▬▬ ▬▬ ▬▬ ▬▬▬ ▬ ▬▬▬▬ ▬▬ ▬▬▬ ▬▬ ▬▬ ▬▬▬ ▬ ▬▬▬▬ ▬▬ ▬▬▬ ▬▬ ▬▬ ▬▬▬ ▬ ▬▬▬▬ ▬▬ ▬▬▬ ▬▬ ▬▬ ▬▬▬ ▬ ▬▬▬▬ ▬▬ ▬▬▬ ▬▬ ▬▬ ▬▬▬ ▬ ▬▬▬▬ ▬▬ ▬▬▬ ▬▬ ▬▬ ▬▬▬ ▬ ▬▬▬▬ ▬▬ ▬▬▬ ▬▬ ▬▬ ▬▬▬ ▬ ▬▬▬▬ ▬▬ ▬▬▬ ▬▬ ▬▬ ▬▬▬ ▬ ▬▬▬▬ ▬▬ ▬▬▬ ▬▬ ▬▬ ▬▬▬ ▬ ▬▬▬▬ ▬▬ ▬▬▬ ▬▬ ▬▬ ▬▬▬ ▬ ▬▬▬▬ ▬▬ ▬▬▬ ▬▬ ▬▬ ▬▬▬ ▬ ▬▬▬▬ ▬▬ ▬▬▬ ▬▬ ▬▬ ▬▬▬ ▬ ▬▬▬▬ ▬▬ ▬▬▬ ▬▬ ▬▬ ▬▬▬ ▬ ▬▬▬▬ ▬▬ ▬▬▬ ▬▬ ▬▬ ▬▬▬ ▬ ▬▬▬▬ ▬▬ ▬▬▬ ▬▬ ▬▬ ▬▬▬ ▬ ▬▬▬▬ ▬▬ ▬▬▬ ▬▬ ▬▬ ▬▬▬ ▬ ▬▬▬▬ ▬▬ ▬▬▬ ▬▬ ▬▬ ▬▬▬ ▬ ▬▬▬▬ ▬▬ ▬▬▬ ▬▬ ▬▬ ▬▬▬ ▬ ▬▬▬▬ ▬▬ ▬▬▬ ▬▬ ▬▬ ▬▬▬ ▬ ▬▬▬▬ ▬▬ ▬▬▬ ▬▬ ▬▬ ▬▬▬ ▬ ▬▬▬▬ ▬▬ ▬▬▬ ▬▬ ▬▬ ▬▬▬ ▬ ▬▬▬▬ ▬▬ ▬▬▬ ▬▬ ▬▬ ▬▬▬ ▬ ▬▬▬▬ ▬▬ ▬▬▬ ▬▬ ▬▬ ▬▬▬ ▬ ▬▬▬▬ ▬▬ ▬▬▬ ▬▬ ▬▬ ▬▬▬ ▬ ▬▬▬▬ ▬▬ ▬▬▬ ▬▬ ▬▬ ▬▬▬ ▬ ▬▬▬▬ ▬▬ ▬▬▬ ▬▬ ▬▬ ▬▬▬ ▬ ▬▬▬▬ ▬▬ ▬▬▬ ▬▬ ▬▬ ▬▬▬ ▬ ▬▬▬▬ ▬▬ ▬▬▬ ▬▬ ▬▬ ▬▬▬ ▬ ▬▬▬▬ ▬▬ ▬▬▬ ▬▬ ▬▬ ▬▬▬ ▬ ▬▬▬▬ ▬▬ ▬▬▬ ▬▬ ▬▬ ▬▬▬ ▬ ▬▬▬▬ ▬▬ ▬▬▬ ▬▬ ▬▬ ▬▬▬ ▬ ▬▬▬▬ ▬▬ ▬▬▬ ▬▬ ▬▬ ▬▬▬ ▬ ▬▬▬▬ ▬▬ ▬▬▬ ▬▬ ▬▬ ▬▬▬ ▬ ▬▬▬▬ ▬▬ ▬▬▬ ▬▬ ▬▬ ▬▬▬ ▬ ▬▬▬▬ ▬▬ ▬▬▬ ▬▬ ▬▬ ▬▬▬ ▬ ▬▬▬▬ ▬▬ ▬▬▬ ▬▬ ▬▬ ▬▬▬ ▬ ▬▬▬▬ ▬▬ ▬▬▬ ▬▬ ▬▬ ▬▬▬ ▬ ▬▬▬▬ ▬▬ ▬▬▬ ▬▬ ▬▬ ▬▬▬ ▬ ▬▬▬▬ ▬▬ ▬▬▬ ▬▬ ▬▬ ▬▬▬ ▬ ▬▬▬▬ ▬▬ ▬▬▬ ▬▬ ▬▬ ▬▬▬ ▬ ▬▬▬▬ ▬▬ ▬▬▬ ▬▬ ▬▬ ▬▬▬ ▬ ▬▬▬▬ ▬▬ ▬▬▬ ▬▬ ▬▬ ▬▬▬ ▬ ▬▬▬▬ ▬▬ ▬▬▬ ▬▬ ▬▬ ▬▬▬ ▬ ▬▬▬▬ ▬▬ ▬▬▬ ▬▬ ▬▬ ▬▬▬ ▬ ▬▬▬▬ ▬▬ ▬▬▬ ▬▬ ▬▬ ▬▬▬ ▬ ▬▬▬▬ ▬▬ ▬▬▬ ▬▬ ▬▬ ▬▬▬ ▬ ▬▬▬▬ ▬▬ ▬▬▬ ▬▬ ▬▬ ▬▬▬ ▬ ▬▬▬▬ ▬▬ ▬▬▬ ▬▬ ▬▬ ▬▬▬ ▬ ▬▬▬▬ ▬▬ ▬▬▬ ▬▬ ▬▬ ▬▬▬ ▬ ▬▬▬▬ ▬▬ ▬▬▬ ▬▬ ▬▬ ▬▬▬ ▬ ▬▬▬▬ ▬▬ ▬▬▬ ▬▬ ▬▬ ▬▬▬ ▬ ▬▬▬▬ ▬▬ ▬▬▬ ▬▬ ▬▬ ▬▬▬ ▬ ▬▬▬▬ ▬▬ ▬▬▬ ▬▬ ▬▬ ▬▬▬ ▬ ▬▬▬▬ ▬▬ ▬▬▬ ▬▬ ▬▬ ▬▬▬ ▬ ▬▬▬▬ ▬▬ ▬▬▬ ▬▬ ▬▬ ▬▬▬ ▬ ▬▬▬▬ ▬▬ ▬▬▬ ▬▬ ▬▬ ▬▬▬ ▬ ▬▬▬▬ ▬▬ ▬▬▬ ▬▬ ▬▬ ▬▬▬ ▬ ▬▬▬▬ ▬▬ ▬▬▬ ▬▬ ▬▬ ▬▬▬ ▬ ▬▬▬▬ ▬▬ ▬▬▬ ▬▬	[316, 35, 396, 440]
merchants-title: The Merchants' Association	[443, 177, 549, 187]
story-headline: A Man Who Had Worked Hard	[406, 24, 514, 33]
printing-word: PRINTING	[457, 447, 536, 462]
extension-division: University Extension Division	[439, 630, 554, 641]
article-body: ▬▬ ▬▬▬ ▬ ▬▬▬▬ ▬▬ ▬▬▬ ▬▬ ▬▬ ▬▬▬ ▬ ▬▬▬▬ ▬▬ ▬▬▬ ▬▬ ▬▬ ▬▬▬ ▬ ▬▬▬▬ ▬▬ ▬▬▬ ▬▬ ▬▬ ▬▬▬ ▬ ▬▬▬▬ ▬▬ ▬▬▬ ▬▬ ▬▬ ▬▬▬ ▬ ▬▬▬▬ ▬▬ ▬▬▬ ▬▬ ▬▬ ▬▬▬ ▬ ▬▬▬▬ ▬▬ ▬▬▬ ▬▬ ▬▬ ▬▬▬ ▬ ▬▬▬▬ ▬▬ ▬▬▬ ▬▬ ▬▬ ▬▬▬ ▬ ▬▬▬▬ ▬▬ ▬▬▬ ▬▬ ▬▬ ▬▬▬ ▬ ▬▬▬▬ ▬▬ ▬▬▬ ▬▬ ▬▬ ▬▬▬ ▬ ▬▬▬▬ ▬▬ ▬▬▬ ▬▬ ▬▬ ▬▬▬ ▬ ▬▬▬▬ ▬▬ ▬▬▬ ▬▬ ▬▬ ▬▬▬ ▬ ▬▬▬▬ ▬▬ ▬▬▬ ▬▬ ▬▬ ▬▬▬ ▬ ▬▬▬▬ ▬▬ ▬▬▬ ▬▬ ▬▬ ▬▬▬ ▬ ▬▬▬▬ ▬▬ ▬▬▬ ▬▬ ▬▬ ▬▬▬ ▬ ▬▬▬▬ ▬▬ ▬▬▬ ▬▬ ▬▬ ▬▬▬ ▬ ▬▬▬▬ ▬▬ ▬▬▬ ▬▬ ▬▬ ▬▬▬ ▬ ▬▬▬▬ ▬▬ ▬▬▬ ▬▬ ▬▬ ▬▬▬ ▬ ▬▬▬▬ ▬▬ ▬▬▬ ▬▬ ▬▬ ▬▬▬ ▬ ▬▬▬▬ ▬▬ ▬▬▬ ▬▬ ▬▬ ▬▬▬ ▬ ▬▬▬▬ ▬▬ ▬▬▬ ▬▬ ▬▬ ▬▬▬ ▬ ▬▬▬▬ ▬▬ ▬▬▬ ▬▬ ▬▬ ▬▬▬ ▬ ▬▬▬▬ ▬▬ ▬▬▬ ▬▬ ▬▬ ▬▬▬ ▬ ▬▬▬▬ ▬▬ ▬▬▬ ▬▬ ▬▬ ▬▬▬ ▬ ▬▬▬▬ ▬▬ ▬▬▬ ▬▬ ▬▬ ▬▬▬ ▬ ▬▬▬▬ ▬▬ ▬▬▬ ▬▬ ▬▬ ▬▬▬ ▬ ▬▬▬▬ ▬▬ ▬▬▬ ▬▬ ▬▬ ▬▬▬ ▬ ▬▬▬▬ ▬▬ ▬▬▬ ▬▬ ▬▬ ▬▬▬ ▬ ▬▬▬▬ ▬▬ ▬▬▬ ▬▬ ▬▬ ▬▬▬ ▬ ▬▬▬▬ ▬▬ ▬▬▬ ▬▬ ▬▬ ▬▬▬ ▬ ▬▬▬▬ ▬▬ ▬▬▬ ▬▬ ▬▬ ▬▬▬ ▬ ▬▬▬▬ ▬▬ ▬▬▬ ▬▬ ▬▬ ▬▬▬ ▬ ▬▬▬▬ ▬▬ ▬▬▬ ▬▬ ▬▬ ▬▬▬ ▬ ▬▬▬▬ ▬▬ ▬▬▬ ▬▬ ▬▬ ▬▬▬ ▬ ▬▬▬▬ ▬▬ ▬▬▬ ▬▬ ▬▬ ▬▬▬ ▬ ▬▬▬▬ ▬▬ ▬▬▬ ▬▬ ▬▬ ▬▬▬ ▬ ▬▬▬▬ ▬▬ ▬▬▬ ▬▬ ▬▬ ▬▬▬ ▬ ▬▬▬▬ ▬▬ ▬▬▬ ▬▬ ▬▬ ▬▬▬ ▬ ▬▬▬▬ ▬▬ ▬▬▬ ▬▬ ▬▬ ▬▬▬ ▬ ▬▬▬▬ ▬▬ ▬▬▬ ▬▬ ▬▬ ▬▬▬ ▬ ▬▬▬▬ ▬▬ ▬▬▬ ▬▬	[224, 79, 309, 301]
course-in: ...in...	[489, 517, 505, 525]
story-box	[402, 20, 590, 172]
article-body: ▬▬ ▬▬▬ ▬ ▬▬▬▬ ▬▬ ▬▬▬ ▬▬ ▬▬ ▬▬▬ ▬ ▬▬▬▬ ▬▬ ▬▬▬ ▬▬ ▬▬ ▬▬▬ ▬ ▬▬▬▬ ▬▬ ▬▬▬ ▬▬ ▬▬ ▬▬▬ ▬ ▬▬▬▬ ▬▬ ▬▬▬ ▬▬ ▬▬ ▬▬▬ ▬ ▬▬▬▬ ▬▬ ▬▬▬ ▬▬ ▬▬ ▬▬▬ ▬ ▬▬▬▬ ▬▬ ▬▬▬ ▬▬ ▬▬ ▬▬▬ ▬ ▬▬▬▬ ▬▬ ▬▬▬ ▬▬ ▬▬ ▬▬▬ ▬ ▬▬▬▬ ▬▬ ▬▬▬ ▬▬ ▬▬ ▬▬▬ ▬ ▬▬▬▬ ▬▬ ▬▬▬ ▬▬ ▬▬ ▬▬▬ ▬ ▬▬▬▬ ▬▬ ▬▬▬ ▬▬ ▬▬ ▬▬▬ ▬ ▬▬▬▬ ▬▬ ▬▬▬ ▬▬ ▬▬ ▬▬▬ ▬ ▬▬▬▬ ▬▬ ▬▬▬ ▬▬ ▬▬ ▬▬▬ ▬ ▬▬▬▬ ▬▬ ▬▬▬ ▬▬ ▬▬ ▬▬▬ ▬ ▬▬▬▬ ▬▬ ▬▬▬ ▬▬ ▬▬ ▬▬▬ ▬ ▬▬▬▬ ▬▬ ▬▬▬ ▬▬ ▬▬ ▬▬▬ ▬ ▬▬▬▬ ▬▬ ▬▬▬ ▬▬ ▬▬ ▬▬▬ ▬ ▬▬▬▬ ▬▬ ▬▬▬ ▬▬ ▬▬ ▬▬▬ ▬ ▬▬▬▬ ▬▬ ▬▬▬ ▬▬ ▬▬ ▬▬▬ ▬ ▬▬▬▬ ▬▬ ▬▬▬ ▬▬ ▬▬ ▬▬▬ ▬ ▬▬▬▬ ▬▬ ▬▬▬ ▬▬ ▬▬ ▬▬▬ ▬ ▬▬▬▬ ▬▬ ▬▬▬ ▬▬ ▬▬ ▬▬▬ ▬ ▬▬▬▬ ▬▬ ▬▬▬ ▬▬ ▬▬ ▬▬▬ ▬ ▬▬▬▬ ▬▬ ▬▬▬ ▬▬ ▬▬ ▬▬▬ ▬ ▬▬▬▬ ▬▬ ▬▬▬ ▬▬	[118, 80, 214, 214]
article-body: ▬▬ ▬▬▬ ▬ ▬▬▬▬ ▬▬ ▬▬▬ ▬▬ ▬▬ ▬▬▬ ▬ ▬▬▬▬ ▬▬ ▬▬▬ ▬▬ ▬▬ ▬▬▬ ▬ ▬▬▬▬ ▬▬ ▬▬▬ ▬▬ ▬▬ ▬▬▬ ▬ ▬▬▬▬ ▬▬ ▬▬▬ ▬▬ ▬▬ ▬▬▬ ▬ ▬▬▬▬ ▬▬ ▬▬▬ ▬▬ ▬▬ ▬▬▬ ▬ ▬▬▬▬ ▬▬ ▬▬▬ ▬▬ ▬▬ ▬▬▬ ▬ ▬▬▬▬ ▬▬ ▬▬▬ ▬▬ ▬▬ ▬▬▬ ▬ ▬▬▬▬ ▬▬ ▬▬▬ ▬▬ ▬▬ ▬▬▬ ▬ ▬▬▬▬ ▬▬ ▬▬▬ ▬▬	[118, 20, 214, 70]
